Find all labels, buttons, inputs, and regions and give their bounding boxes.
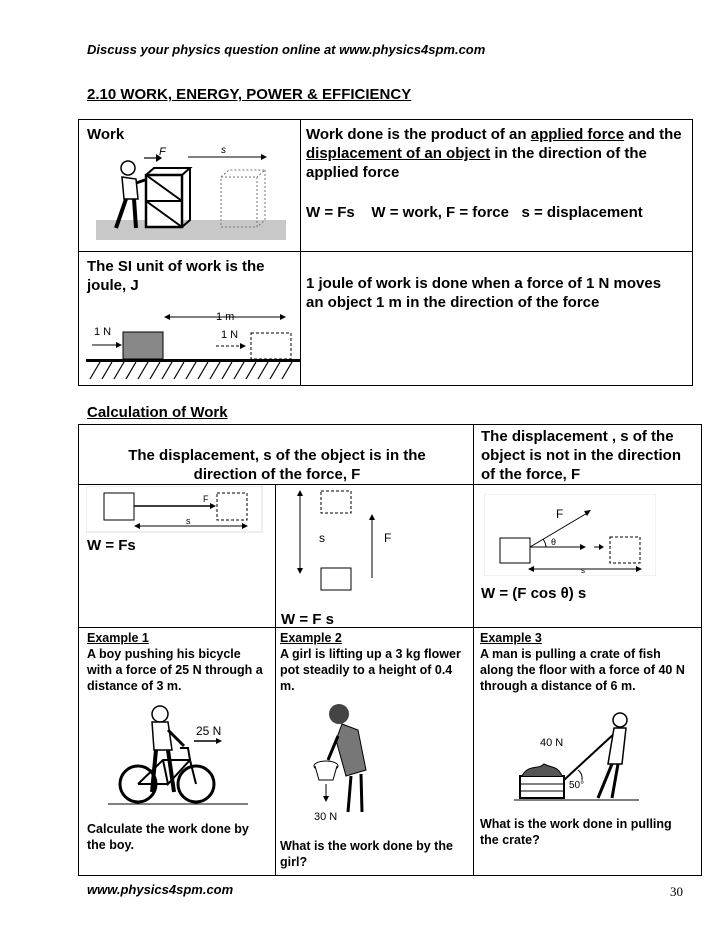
diagram2-F-label: F bbox=[384, 531, 392, 545]
vertical-force-diagram bbox=[288, 486, 408, 596]
example-2: Example 2 A girl is lifting up a 3 kg flower pot steadily to a height of 0.4 m. bbox=[280, 631, 461, 693]
angled-force-diagram bbox=[484, 494, 656, 576]
boy-pushing-box-figure bbox=[96, 135, 286, 240]
diagram2-s-label: s bbox=[319, 531, 325, 545]
example-1: Example 1 A boy pushing his bicycle with a force of 25 N through a distance of 3 m. bbox=[87, 631, 263, 693]
example2-question: What is the work done by the girl? bbox=[280, 839, 453, 869]
one-joule-figure bbox=[86, 305, 300, 381]
work-label: Work bbox=[87, 126, 125, 143]
diagram3-s-label: s bbox=[581, 566, 585, 575]
calc-title: Calculation of Work bbox=[87, 404, 228, 421]
diagram3-F-label: F bbox=[556, 507, 564, 521]
example3-question: What is the work done in pulling the crate? bbox=[480, 817, 672, 847]
diagram3-theta-label: θ bbox=[551, 537, 557, 547]
si-unit-text: The SI unit of work is the joule, J bbox=[87, 258, 265, 294]
girl-lifting-figure bbox=[306, 700, 401, 828]
example1-question: Calculate the work done by the boy. bbox=[87, 822, 249, 852]
boy-bicycle-figure bbox=[108, 700, 253, 810]
page-number: 30 bbox=[670, 884, 683, 899]
work-formula: W = Fs W = work, F = force s = displacement bbox=[306, 204, 643, 221]
work-definition: Work done is the product of an applied force and the displacement of an object in the direction of the applied force bbox=[306, 126, 682, 181]
example2-force-label: 30 N bbox=[314, 811, 338, 823]
example3-angle-label: 50° bbox=[569, 780, 585, 791]
force-1N-right: 1 N bbox=[221, 329, 239, 341]
distance-1m-label: 1 m bbox=[216, 311, 235, 323]
man-pulling-crate-figure bbox=[514, 706, 639, 804]
example1-force-label: 25 N bbox=[196, 724, 222, 738]
w-equals-f-s: W = F s bbox=[281, 611, 334, 628]
w-equals-fs: W = Fs bbox=[87, 537, 136, 554]
w-equals-fcos: W = (F cos θ) s bbox=[481, 585, 587, 602]
example-3: Example 3 A man is pulling a crate of fish along the floor with a force of 40 N through a distance of 6 m. bbox=[480, 631, 685, 693]
force-1N-left: 1 N bbox=[94, 326, 112, 338]
displacement-s-label: s bbox=[221, 145, 226, 156]
diagram1-s-label: s bbox=[186, 516, 191, 526]
example3-force-label: 40 N bbox=[540, 737, 564, 749]
force-F-label: F bbox=[159, 146, 166, 158]
section-title: 2.10 WORK, ENERGY, POWER & EFFICIENCY bbox=[87, 86, 412, 103]
col2-heading: The displacement , s of the object is not in the direction of the force, F bbox=[481, 428, 682, 483]
footer-site: www.physics4spm.com bbox=[87, 882, 234, 897]
col1-heading: The displacement, s of the object is in the direction of the force, F bbox=[128, 447, 426, 483]
diagram1-F-label: F bbox=[203, 494, 209, 504]
horizontal-force-diagram bbox=[86, 486, 266, 536]
joule-definition: 1 joule of work is done when a force of 1 N moves an object 1 m in the direction of the force bbox=[306, 275, 662, 311]
page-header: Discuss your physics question online at www.physics4spm.com bbox=[87, 42, 486, 57]
